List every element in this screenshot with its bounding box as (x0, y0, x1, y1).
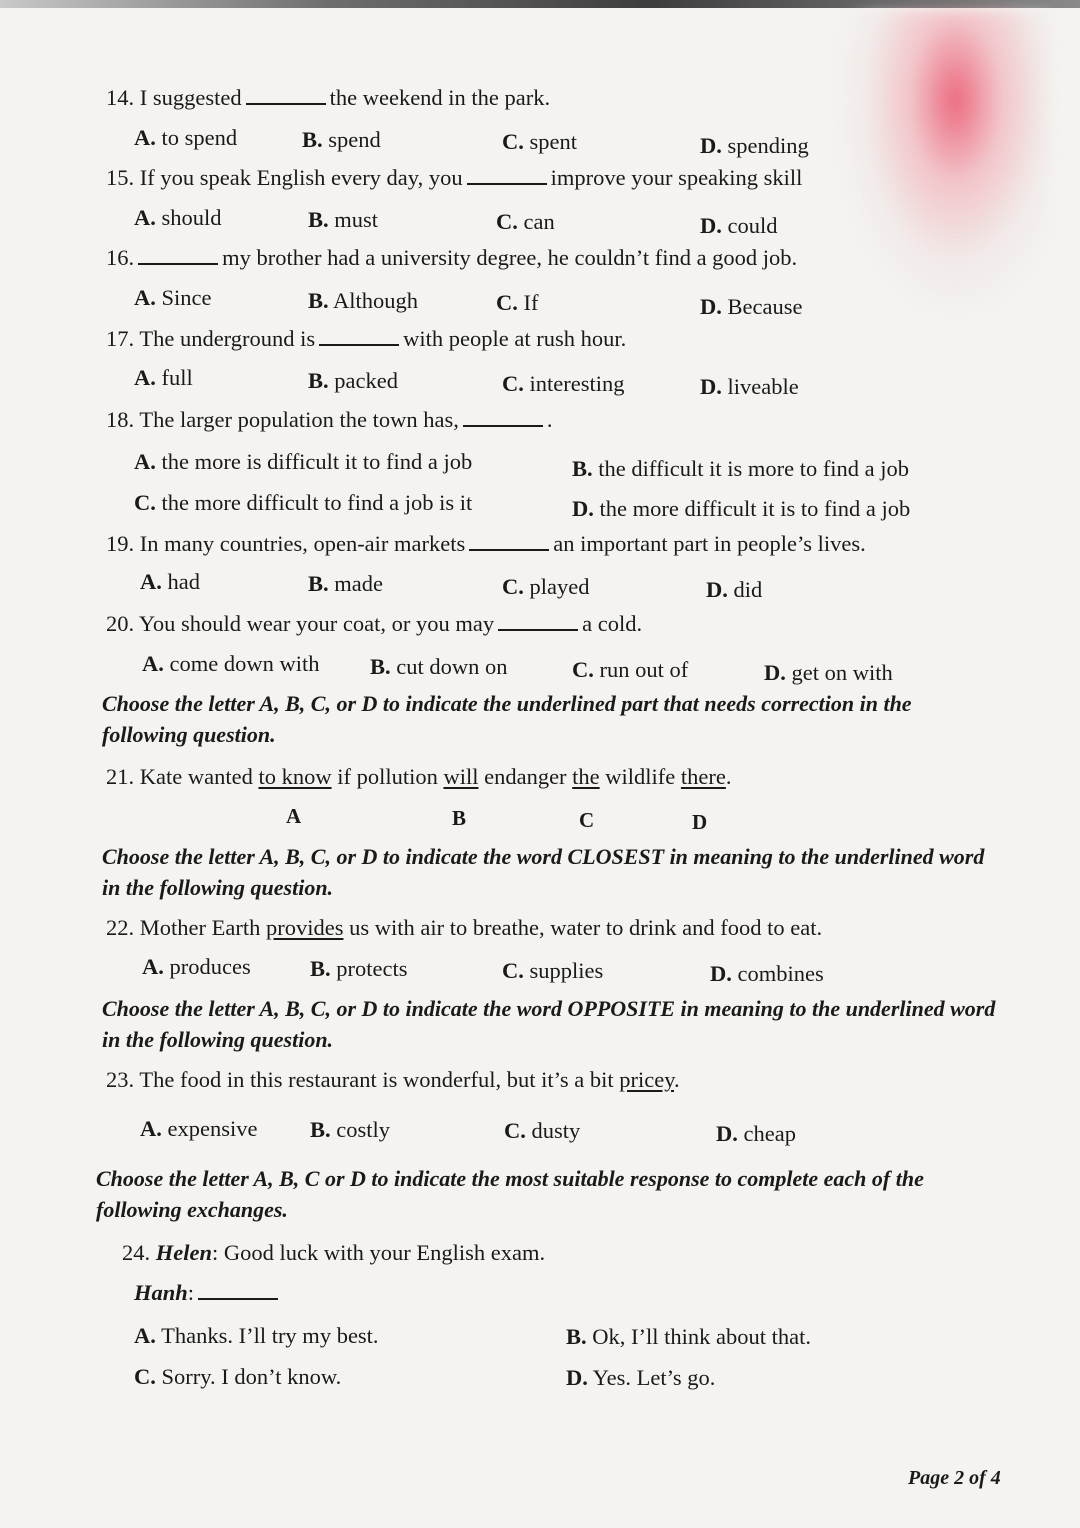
answer-blank (198, 1296, 278, 1300)
answer-blank (463, 423, 543, 427)
q17-option-d: D. liveable (700, 374, 799, 399)
underlined-part-d: there (680, 764, 726, 789)
q24-option-c: C. Sorry. I don’t know. (134, 1364, 342, 1389)
q19-option-d: D. did (706, 577, 763, 602)
q19-option-b: B. made (308, 571, 383, 596)
q22-option-a: A. produces (142, 954, 251, 979)
q17-option-b: B. packed (308, 368, 398, 393)
q14-option-c: C. spent (502, 129, 577, 154)
q22-option-d: D. combines (710, 961, 824, 986)
q18-option-a: A. the more is difficult it to find a job (134, 449, 473, 474)
answer-blank (138, 261, 218, 265)
q17-option-c: C. interesting (502, 371, 625, 396)
speaker-helen: Helen (155, 1240, 212, 1265)
q16-option-b: B. Although (308, 288, 419, 313)
underlined-part-c: the (572, 764, 600, 789)
answer-blank (469, 547, 549, 551)
q23-option-b: B. costly (310, 1117, 391, 1142)
question-23: 23. The food in this restaurant is wonderful, but it’s a bit pricey. (106, 1067, 680, 1092)
marker-a: A (286, 804, 302, 828)
underlined-word: provides (265, 915, 344, 940)
question-14: 14. I suggested the weekend in the park. (106, 85, 551, 110)
q18-option-c: C. the more difficult to find a job is it (134, 490, 473, 515)
speaker-hanh: Hanh (134, 1280, 188, 1305)
marker-d: D (692, 810, 708, 834)
q20-option-c: C. run out of (572, 657, 689, 682)
instruction-error-identification: Choose the letter A, B, C, or D to indicate the underlined part that needs correction in the following question. (102, 691, 912, 747)
q14-option-b: B. spend (302, 127, 381, 152)
question-20: 20. You should wear your coat, or you may a cold. (106, 611, 643, 636)
q16-option-c: C. If (496, 290, 539, 315)
q19-option-a: A. had (140, 569, 200, 594)
q17-option-a: A. full (134, 365, 193, 390)
answer-blank (319, 342, 399, 346)
q23-option-d: D. cheap (716, 1121, 796, 1146)
q18-option-b: B. the difficult it is more to find a job (572, 456, 910, 481)
q24-option-a: A. Thanks. I’ll try my best. (134, 1323, 379, 1348)
page-number: Page 2 of 4 (908, 1467, 1001, 1489)
q15-option-b: B. must (308, 207, 379, 232)
answer-blank (498, 627, 578, 631)
q15-option-a: A. should (134, 205, 222, 230)
q20-option-a: A. come down with (142, 651, 320, 676)
q23-option-c: C. dusty (504, 1118, 581, 1143)
q14-option-a: A. to spend (134, 125, 238, 150)
q23-option-a: A. expensive (140, 1116, 258, 1141)
underlined-word: pricey (619, 1067, 675, 1092)
q24-option-d: D. Yes. Let’s go. (566, 1365, 716, 1390)
answer-blank (246, 101, 326, 105)
q22-option-c: C. supplies (502, 958, 604, 983)
q14-option-d: D. spending (700, 133, 809, 158)
blurred-mark (840, 10, 1050, 310)
question-15: 15. If you speak English every day, you improve your speaking skill (106, 165, 803, 190)
q22-option-b: B. protects (310, 956, 408, 981)
question-24: 24. Helen: Good luck with your English exam. (122, 1240, 546, 1265)
q16-option-d: D. Because (700, 294, 803, 319)
q24-option-b: B. Ok, I’ll think about that. (566, 1324, 811, 1349)
underlined-part-b: will (443, 764, 479, 789)
q18-option-d: D. the more difficult it is to find a job (572, 496, 911, 521)
q20-option-d: D. get on with (764, 660, 893, 685)
underlined-part-a: to know (258, 764, 332, 789)
question-24-response-line: Hanh: (134, 1279, 282, 1307)
question-21: 21. Kate wanted to know if pollution will endanger the wildlife there. (106, 764, 732, 789)
q15-option-c: C. can (496, 209, 555, 234)
marker-c: C (579, 808, 595, 832)
q16-option-a: A. Since (134, 285, 212, 310)
q15-option-d: D. could (700, 213, 778, 238)
answer-blank (467, 181, 547, 185)
question-18: 18. The larger population the town has, . (106, 407, 553, 432)
question-17: 17. The underground is with people at rush hour. (106, 326, 627, 351)
question-22: 22. Mother Earth provides us with air to breathe, water to drink and food to eat. (106, 915, 823, 940)
q19-option-c: C. played (502, 574, 590, 599)
instruction-closest-meaning: Choose the letter A, B, C, or D to indicate the word CLOSEST in meaning to the underlined word in the following question. (102, 844, 985, 900)
instruction-response: Choose the letter A, B, C or D to indicate the most suitable response to complete each of the following exchanges. (96, 1166, 924, 1222)
scan-edge (0, 0, 1080, 8)
question-19: 19. In many countries, open-air markets an important part in people’s lives. (106, 531, 866, 556)
question-16: 16. my brother had a university degree, he couldn’t find a good job. (106, 245, 798, 270)
instruction-opposite-meaning: Choose the letter A, B, C, or D to indicate the word OPPOSITE in meaning to the underlined word in the following question. (102, 996, 996, 1052)
q20-option-b: B. cut down on (370, 654, 508, 679)
marker-b: B (452, 806, 467, 830)
